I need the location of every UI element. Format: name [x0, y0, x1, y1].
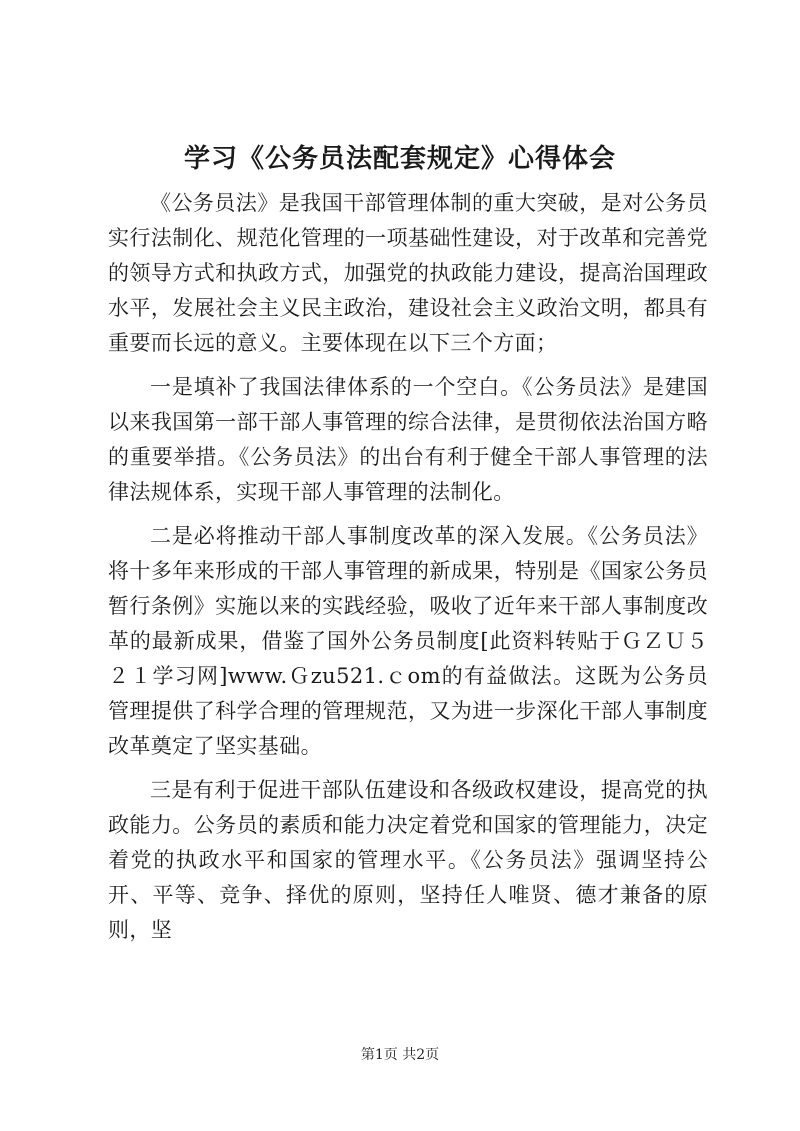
document-body — [108, 186, 708, 957]
document-title: 学习《公务员法配套规定》心得体会 — [183, 144, 616, 174]
paragraph-point-two: 二是必将推动干部人事制度改革的深入发展。《公务员法》将十多年来形成的干部人事管理的新成果，特别是《国家公务员暂行条例》实施以来的实践经验，吸收了近年来干部人事制度改革的最新成果，借鉴了国外公务员制度[此资料转贴于ＧＺＵ５２１学习网]www.Ｇzu521.ｃom的有益做法。这既为公务员管理提供了科学合理的管理规范，又为进一步深化干部人事制度改革奠定了坚实基础。 — [108, 524, 708, 758]
paragraph-intro: 《公务员法》是我国干部管理体制的重大突破，是对公务员实行法制化、规范化管理的一项基础性建设，对于改革和完善党的领导方式和执政方式，加强党的执政能力建设，提高治国理政水平，发展社会主义民主政治，建设社会主义政治文明，都具有重要而长远的意义。主要体现在以下三个方面； — [108, 191, 708, 355]
paragraph-point-one: 一是填补了我国法律体系的一个空白。《公务员法》是建国以来我国第一部干部人事管理的综合法律，是贯彻依法治国方略的重要举措。《公务员法》的出台有利于健全干部人事管理的法律法规体系，实现干部人事管理的法制化。 — [108, 375, 708, 504]
page-footer: 第1页 共2页 — [360, 1047, 440, 1063]
paragraph-point-three: 三是有利于促进干部队伍建设和各级政权建设，提高党的执政能力。公务员的素质和能力决定着党和国家的管理能力，决定着党的执政水平和国家的管理水平。《公务员法》强调坚持公开、平等、竞争、择优的原则，坚持任人唯贤、德才兼备的原则，坚 — [108, 778, 708, 942]
